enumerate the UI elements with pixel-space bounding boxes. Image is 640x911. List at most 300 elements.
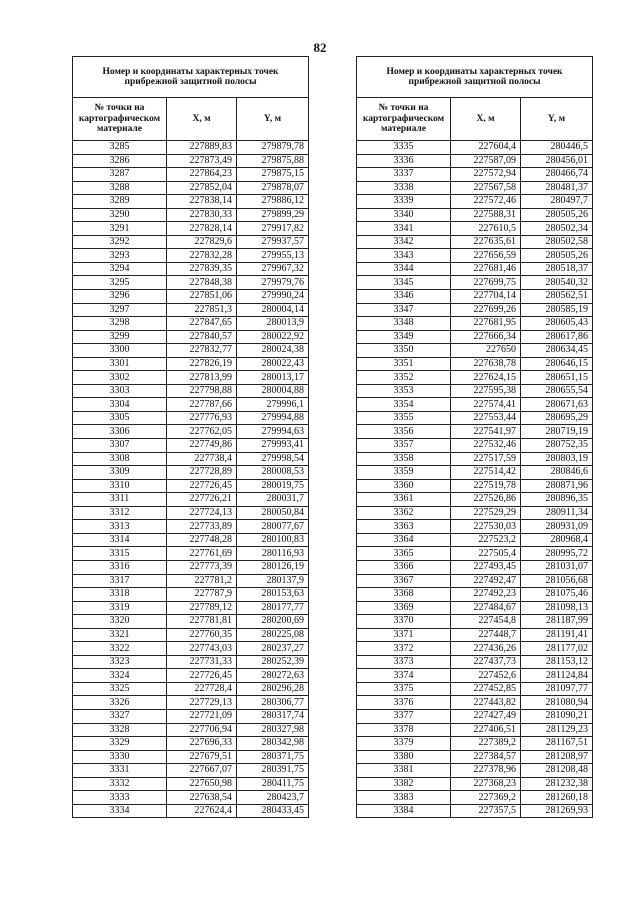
table-row bbox=[357, 317, 593, 331]
point-number-cell: 3295 bbox=[73, 276, 167, 290]
column-header-y: Y, м bbox=[237, 98, 309, 141]
coordinates-table-left bbox=[72, 56, 309, 818]
y-coordinate-cell: 281187,99 bbox=[521, 615, 593, 629]
x-coordinate-cell: 227873,49 bbox=[167, 154, 237, 168]
table-row bbox=[73, 533, 309, 547]
x-coordinate-cell: 227624,4 bbox=[167, 804, 237, 818]
y-coordinate-cell: 279899,29 bbox=[237, 208, 309, 222]
y-coordinate-cell: 279917,82 bbox=[237, 222, 309, 236]
table-row bbox=[73, 357, 309, 371]
x-coordinate-cell: 227529,29 bbox=[451, 506, 521, 520]
point-number-cell: 3304 bbox=[73, 398, 167, 412]
point-number-cell: 3291 bbox=[73, 222, 167, 236]
table-row bbox=[357, 506, 593, 520]
y-coordinate-cell: 280634,45 bbox=[521, 344, 593, 358]
table-row bbox=[357, 791, 593, 805]
table-row bbox=[73, 344, 309, 358]
table-row bbox=[357, 235, 593, 249]
y-coordinate-cell: 280719,19 bbox=[521, 425, 593, 439]
y-coordinate-cell: 280411,75 bbox=[237, 777, 309, 791]
point-number-cell: 3375 bbox=[357, 682, 451, 696]
y-coordinate-cell: 280505,26 bbox=[521, 249, 593, 263]
y-coordinate-cell: 280505,26 bbox=[521, 208, 593, 222]
x-coordinate-cell: 227492,23 bbox=[451, 588, 521, 602]
point-number-cell: 3353 bbox=[357, 384, 451, 398]
table-row bbox=[73, 317, 309, 331]
x-coordinate-cell: 227526,86 bbox=[451, 493, 521, 507]
point-number-cell: 3318 bbox=[73, 588, 167, 602]
point-number-cell: 3322 bbox=[73, 642, 167, 656]
point-number-cell: 3288 bbox=[73, 181, 167, 195]
table-row bbox=[357, 344, 593, 358]
y-coordinate-cell: 281208,48 bbox=[521, 764, 593, 778]
y-coordinate-cell: 280225,08 bbox=[237, 628, 309, 642]
y-coordinate-cell: 280004,88 bbox=[237, 384, 309, 398]
x-coordinate-cell: 227681,95 bbox=[451, 317, 521, 331]
point-number-cell: 3315 bbox=[73, 547, 167, 561]
point-number-cell: 3298 bbox=[73, 317, 167, 331]
table-row bbox=[73, 547, 309, 561]
x-coordinate-cell: 227572,94 bbox=[451, 168, 521, 182]
y-coordinate-cell: 279994,63 bbox=[237, 425, 309, 439]
table-row bbox=[357, 452, 593, 466]
y-coordinate-cell: 280272,63 bbox=[237, 669, 309, 683]
x-coordinate-cell: 227567,58 bbox=[451, 181, 521, 195]
point-number-cell: 3326 bbox=[73, 696, 167, 710]
point-number-cell: 3317 bbox=[73, 574, 167, 588]
point-number-cell: 3324 bbox=[73, 669, 167, 683]
point-number-cell: 3285 bbox=[73, 141, 167, 155]
table-row bbox=[357, 682, 593, 696]
x-coordinate-cell: 227847,65 bbox=[167, 317, 237, 331]
x-coordinate-cell: 227726,45 bbox=[167, 669, 237, 683]
y-coordinate-cell: 281124,84 bbox=[521, 669, 593, 683]
table-row bbox=[73, 804, 309, 818]
table-row bbox=[73, 628, 309, 642]
y-coordinate-cell: 280896,35 bbox=[521, 493, 593, 507]
y-coordinate-cell: 281191,41 bbox=[521, 628, 593, 642]
point-number-cell: 3287 bbox=[73, 168, 167, 182]
y-coordinate-cell: 280456,01 bbox=[521, 154, 593, 168]
table-row bbox=[357, 398, 593, 412]
point-number-cell: 3307 bbox=[73, 439, 167, 453]
y-coordinate-cell: 280004,14 bbox=[237, 303, 309, 317]
table-row bbox=[73, 276, 309, 290]
x-coordinate-cell: 227519,78 bbox=[451, 479, 521, 493]
y-coordinate-cell: 281098,13 bbox=[521, 601, 593, 615]
table-row bbox=[357, 262, 593, 276]
x-coordinate-cell: 227738,4 bbox=[167, 452, 237, 466]
table-row bbox=[73, 195, 309, 209]
y-coordinate-cell: 280585,19 bbox=[521, 303, 593, 317]
table-row bbox=[73, 669, 309, 683]
y-coordinate-cell: 280968,4 bbox=[521, 533, 593, 547]
x-coordinate-cell: 227666,34 bbox=[451, 330, 521, 344]
x-coordinate-cell: 227699,26 bbox=[451, 303, 521, 317]
point-number-cell: 3306 bbox=[73, 425, 167, 439]
table-row bbox=[73, 493, 309, 507]
table-row bbox=[73, 682, 309, 696]
table-row bbox=[357, 384, 593, 398]
table-row bbox=[357, 520, 593, 534]
table-row bbox=[73, 560, 309, 574]
x-coordinate-cell: 227679,51 bbox=[167, 750, 237, 764]
point-number-cell: 3362 bbox=[357, 506, 451, 520]
table-body-left bbox=[73, 141, 309, 818]
point-number-cell: 3372 bbox=[357, 642, 451, 656]
point-number-cell: 3340 bbox=[357, 208, 451, 222]
y-coordinate-cell: 280137,9 bbox=[237, 574, 309, 588]
x-coordinate-cell: 227864,23 bbox=[167, 168, 237, 182]
x-coordinate-cell: 227532,46 bbox=[451, 439, 521, 453]
y-coordinate-cell: 280466,74 bbox=[521, 168, 593, 182]
x-coordinate-cell: 227743,03 bbox=[167, 642, 237, 656]
table-row bbox=[357, 764, 593, 778]
point-number-cell: 3350 bbox=[357, 344, 451, 358]
table-row bbox=[73, 303, 309, 317]
point-number-cell: 3341 bbox=[357, 222, 451, 236]
y-coordinate-cell: 281260,18 bbox=[521, 791, 593, 805]
x-coordinate-cell: 227357,5 bbox=[451, 804, 521, 818]
x-coordinate-cell: 227624,15 bbox=[451, 371, 521, 385]
x-coordinate-cell: 227813,99 bbox=[167, 371, 237, 385]
x-coordinate-cell: 227484,67 bbox=[451, 601, 521, 615]
y-coordinate-cell: 280008,53 bbox=[237, 466, 309, 480]
table-row bbox=[357, 249, 593, 263]
table-row bbox=[357, 466, 593, 480]
x-coordinate-cell: 227851,06 bbox=[167, 290, 237, 304]
y-coordinate-cell: 279967,32 bbox=[237, 262, 309, 276]
x-coordinate-cell: 227729,13 bbox=[167, 696, 237, 710]
table-row bbox=[357, 439, 593, 453]
table-row bbox=[73, 696, 309, 710]
x-coordinate-cell: 227773,39 bbox=[167, 560, 237, 574]
table-row bbox=[73, 330, 309, 344]
table-row bbox=[357, 411, 593, 425]
table-row bbox=[357, 777, 593, 791]
x-coordinate-cell: 227572,46 bbox=[451, 195, 521, 209]
point-number-cell: 3374 bbox=[357, 669, 451, 683]
point-number-cell: 3371 bbox=[357, 628, 451, 642]
x-coordinate-cell: 227436,26 bbox=[451, 642, 521, 656]
point-number-cell: 3351 bbox=[357, 357, 451, 371]
y-coordinate-cell: 281208,97 bbox=[521, 750, 593, 764]
x-coordinate-cell: 227656,59 bbox=[451, 249, 521, 263]
x-coordinate-cell: 227638,54 bbox=[167, 791, 237, 805]
table-row bbox=[73, 262, 309, 276]
point-number-cell: 3365 bbox=[357, 547, 451, 561]
y-coordinate-cell: 279998,54 bbox=[237, 452, 309, 466]
table-row bbox=[73, 750, 309, 764]
table-row bbox=[357, 669, 593, 683]
y-coordinate-cell: 280871,96 bbox=[521, 479, 593, 493]
point-number-cell: 3320 bbox=[73, 615, 167, 629]
page-number: 82 bbox=[313, 40, 327, 55]
point-number-cell: 3294 bbox=[73, 262, 167, 276]
y-coordinate-cell: 279875,88 bbox=[237, 154, 309, 168]
point-number-cell: 3382 bbox=[357, 777, 451, 791]
point-number-cell: 3325 bbox=[73, 682, 167, 696]
point-number-cell: 3333 bbox=[73, 791, 167, 805]
point-number-cell: 3342 bbox=[357, 235, 451, 249]
x-coordinate-cell: 227749,86 bbox=[167, 439, 237, 453]
y-coordinate-cell: 280803,19 bbox=[521, 452, 593, 466]
x-coordinate-cell: 227610,5 bbox=[451, 222, 521, 236]
x-coordinate-cell: 227798,88 bbox=[167, 384, 237, 398]
y-coordinate-cell: 280296,28 bbox=[237, 682, 309, 696]
x-coordinate-cell: 227787,66 bbox=[167, 398, 237, 412]
x-coordinate-cell: 227541,97 bbox=[451, 425, 521, 439]
table-row bbox=[357, 723, 593, 737]
point-number-cell: 3358 bbox=[357, 452, 451, 466]
y-coordinate-cell: 279886,12 bbox=[237, 195, 309, 209]
table-row bbox=[357, 168, 593, 182]
y-coordinate-cell: 280931,09 bbox=[521, 520, 593, 534]
point-number-cell: 3356 bbox=[357, 425, 451, 439]
point-number-cell: 3345 bbox=[357, 276, 451, 290]
table-row bbox=[73, 425, 309, 439]
y-coordinate-cell: 280391,75 bbox=[237, 764, 309, 778]
point-number-cell: 3357 bbox=[357, 439, 451, 453]
x-coordinate-cell: 227595,38 bbox=[451, 384, 521, 398]
table-row bbox=[73, 384, 309, 398]
y-coordinate-cell: 279875,15 bbox=[237, 168, 309, 182]
point-number-cell: 3290 bbox=[73, 208, 167, 222]
y-coordinate-cell: 280433,45 bbox=[237, 804, 309, 818]
point-number-cell: 3370 bbox=[357, 615, 451, 629]
y-coordinate-cell: 280200,69 bbox=[237, 615, 309, 629]
y-coordinate-cell: 280617,86 bbox=[521, 330, 593, 344]
table-row bbox=[357, 560, 593, 574]
point-number-cell: 3332 bbox=[73, 777, 167, 791]
point-number-cell: 3297 bbox=[73, 303, 167, 317]
y-coordinate-cell: 280540,32 bbox=[521, 276, 593, 290]
x-coordinate-cell: 227574,41 bbox=[451, 398, 521, 412]
point-number-cell: 3368 bbox=[357, 588, 451, 602]
table-row bbox=[357, 628, 593, 642]
point-number-cell: 3369 bbox=[357, 601, 451, 615]
y-coordinate-cell: 281031,07 bbox=[521, 560, 593, 574]
x-coordinate-cell: 227514,42 bbox=[451, 466, 521, 480]
column-header-x: X, м bbox=[167, 98, 237, 141]
y-coordinate-cell: 280022,92 bbox=[237, 330, 309, 344]
x-coordinate-cell: 227731,33 bbox=[167, 655, 237, 669]
x-coordinate-cell: 227830,33 bbox=[167, 208, 237, 222]
y-coordinate-cell: 280481,37 bbox=[521, 181, 593, 195]
table-row bbox=[357, 222, 593, 236]
x-coordinate-cell: 227839,35 bbox=[167, 262, 237, 276]
table-row bbox=[73, 737, 309, 751]
point-number-cell: 3355 bbox=[357, 411, 451, 425]
x-coordinate-cell: 227704,14 bbox=[451, 290, 521, 304]
table-row bbox=[357, 642, 593, 656]
x-coordinate-cell: 227851,3 bbox=[167, 303, 237, 317]
table-row bbox=[73, 520, 309, 534]
x-coordinate-cell: 227761,69 bbox=[167, 547, 237, 561]
point-number-cell: 3377 bbox=[357, 709, 451, 723]
y-coordinate-cell: 280317,74 bbox=[237, 709, 309, 723]
point-number-cell: 3384 bbox=[357, 804, 451, 818]
table-row bbox=[357, 533, 593, 547]
x-coordinate-cell: 227384,57 bbox=[451, 750, 521, 764]
x-coordinate-cell: 227787,9 bbox=[167, 588, 237, 602]
table-row bbox=[73, 168, 309, 182]
point-number-cell: 3367 bbox=[357, 574, 451, 588]
y-coordinate-cell: 280605,43 bbox=[521, 317, 593, 331]
point-number-cell: 3303 bbox=[73, 384, 167, 398]
x-coordinate-cell: 227848,38 bbox=[167, 276, 237, 290]
x-coordinate-cell: 227638,78 bbox=[451, 357, 521, 371]
x-coordinate-cell: 227452,85 bbox=[451, 682, 521, 696]
x-coordinate-cell: 227389,2 bbox=[451, 737, 521, 751]
y-coordinate-cell: 280022,43 bbox=[237, 357, 309, 371]
y-coordinate-cell: 280371,75 bbox=[237, 750, 309, 764]
point-number-cell: 3308 bbox=[73, 452, 167, 466]
y-coordinate-cell: 279878,07 bbox=[237, 181, 309, 195]
x-coordinate-cell: 227452,6 bbox=[451, 669, 521, 683]
point-number-cell: 3329 bbox=[73, 737, 167, 751]
table-body-right bbox=[357, 141, 593, 818]
point-number-cell: 3331 bbox=[73, 764, 167, 778]
table-row bbox=[357, 588, 593, 602]
x-coordinate-cell: 227406,51 bbox=[451, 723, 521, 737]
point-number-cell: 3344 bbox=[357, 262, 451, 276]
x-coordinate-cell: 227726,21 bbox=[167, 493, 237, 507]
table-row bbox=[73, 235, 309, 249]
y-coordinate-cell: 281075,46 bbox=[521, 588, 593, 602]
y-coordinate-cell: 280116,93 bbox=[237, 547, 309, 561]
point-number-cell: 3364 bbox=[357, 533, 451, 547]
table-title: Номер и координаты характерных точек прибрежной защитной полосы bbox=[73, 57, 309, 98]
x-coordinate-cell: 227427,49 bbox=[451, 709, 521, 723]
table-row bbox=[73, 642, 309, 656]
y-coordinate-cell: 281167,51 bbox=[521, 737, 593, 751]
y-coordinate-cell: 279879,78 bbox=[237, 141, 309, 155]
y-coordinate-cell: 280050,84 bbox=[237, 506, 309, 520]
point-number-cell: 3321 bbox=[73, 628, 167, 642]
y-coordinate-cell: 280752,35 bbox=[521, 439, 593, 453]
x-coordinate-cell: 227832,77 bbox=[167, 344, 237, 358]
point-number-cell: 3296 bbox=[73, 290, 167, 304]
table-row bbox=[73, 398, 309, 412]
x-coordinate-cell: 227728,4 bbox=[167, 682, 237, 696]
x-coordinate-cell: 227378,96 bbox=[451, 764, 521, 778]
table-row bbox=[73, 371, 309, 385]
point-number-cell: 3339 bbox=[357, 195, 451, 209]
y-coordinate-cell: 280031,7 bbox=[237, 493, 309, 507]
x-coordinate-cell: 227505,4 bbox=[451, 547, 521, 561]
x-coordinate-cell: 227762,05 bbox=[167, 425, 237, 439]
point-number-cell: 3292 bbox=[73, 235, 167, 249]
x-coordinate-cell: 227829,6 bbox=[167, 235, 237, 249]
x-coordinate-cell: 227789,12 bbox=[167, 601, 237, 615]
table-row bbox=[73, 249, 309, 263]
y-coordinate-cell: 279979,76 bbox=[237, 276, 309, 290]
table-row bbox=[357, 208, 593, 222]
point-number-cell: 3327 bbox=[73, 709, 167, 723]
y-coordinate-cell: 280342,98 bbox=[237, 737, 309, 751]
point-number-cell: 3316 bbox=[73, 560, 167, 574]
point-number-cell: 3359 bbox=[357, 466, 451, 480]
x-coordinate-cell: 227681,46 bbox=[451, 262, 521, 276]
table-row bbox=[73, 506, 309, 520]
y-coordinate-cell: 280423,7 bbox=[237, 791, 309, 805]
x-coordinate-cell: 227454,8 bbox=[451, 615, 521, 629]
x-coordinate-cell: 227724,13 bbox=[167, 506, 237, 520]
point-number-cell: 3348 bbox=[357, 317, 451, 331]
x-coordinate-cell: 227492,47 bbox=[451, 574, 521, 588]
point-number-cell: 3343 bbox=[357, 249, 451, 263]
point-number-cell: 3330 bbox=[73, 750, 167, 764]
point-number-cell: 3323 bbox=[73, 655, 167, 669]
table-row bbox=[357, 154, 593, 168]
point-number-cell: 3383 bbox=[357, 791, 451, 805]
x-coordinate-cell: 227587,09 bbox=[451, 154, 521, 168]
y-coordinate-cell: 280237,27 bbox=[237, 642, 309, 656]
y-coordinate-cell: 280126,19 bbox=[237, 560, 309, 574]
y-coordinate-cell: 280327,98 bbox=[237, 723, 309, 737]
x-coordinate-cell: 227781,81 bbox=[167, 615, 237, 629]
y-coordinate-cell: 280502,58 bbox=[521, 235, 593, 249]
point-number-cell: 3312 bbox=[73, 506, 167, 520]
table-row bbox=[357, 425, 593, 439]
table-row bbox=[73, 791, 309, 805]
x-coordinate-cell: 227826,19 bbox=[167, 357, 237, 371]
x-coordinate-cell: 227443,82 bbox=[451, 696, 521, 710]
table-row bbox=[73, 655, 309, 669]
table-row bbox=[357, 357, 593, 371]
table-row bbox=[357, 303, 593, 317]
column-header-point: № точки на картографическом материале bbox=[73, 98, 167, 141]
table-row bbox=[73, 439, 309, 453]
coordinates-table-right bbox=[356, 56, 593, 818]
x-coordinate-cell: 227493,45 bbox=[451, 560, 521, 574]
x-coordinate-cell: 227588,31 bbox=[451, 208, 521, 222]
y-coordinate-cell: 280013,9 bbox=[237, 317, 309, 331]
y-coordinate-cell: 280518,37 bbox=[521, 262, 593, 276]
y-coordinate-cell: 279955,13 bbox=[237, 249, 309, 263]
y-coordinate-cell: 280671,63 bbox=[521, 398, 593, 412]
x-coordinate-cell: 227437,73 bbox=[451, 655, 521, 669]
y-coordinate-cell: 280100,83 bbox=[237, 533, 309, 547]
table-row bbox=[73, 466, 309, 480]
table-row bbox=[357, 290, 593, 304]
y-coordinate-cell: 280306,77 bbox=[237, 696, 309, 710]
table-row bbox=[73, 615, 309, 629]
point-number-cell: 3380 bbox=[357, 750, 451, 764]
point-number-cell: 3299 bbox=[73, 330, 167, 344]
y-coordinate-cell: 281090,21 bbox=[521, 709, 593, 723]
y-coordinate-cell: 280562,51 bbox=[521, 290, 593, 304]
y-coordinate-cell: 280502,34 bbox=[521, 222, 593, 236]
x-coordinate-cell: 227748,28 bbox=[167, 533, 237, 547]
x-coordinate-cell: 227889,83 bbox=[167, 141, 237, 155]
y-coordinate-cell: 280911,34 bbox=[521, 506, 593, 520]
column-header-y: Y, м bbox=[521, 98, 593, 141]
point-number-cell: 3309 bbox=[73, 466, 167, 480]
point-number-cell: 3361 bbox=[357, 493, 451, 507]
point-number-cell: 3354 bbox=[357, 398, 451, 412]
y-coordinate-cell: 280024,38 bbox=[237, 344, 309, 358]
point-number-cell: 3334 bbox=[73, 804, 167, 818]
point-number-cell: 3313 bbox=[73, 520, 167, 534]
y-coordinate-cell: 280655,54 bbox=[521, 384, 593, 398]
table-row bbox=[73, 601, 309, 615]
x-coordinate-cell: 227728,89 bbox=[167, 466, 237, 480]
y-coordinate-cell: 281269,93 bbox=[521, 804, 593, 818]
table-row bbox=[357, 141, 593, 155]
x-coordinate-cell: 227650,98 bbox=[167, 777, 237, 791]
